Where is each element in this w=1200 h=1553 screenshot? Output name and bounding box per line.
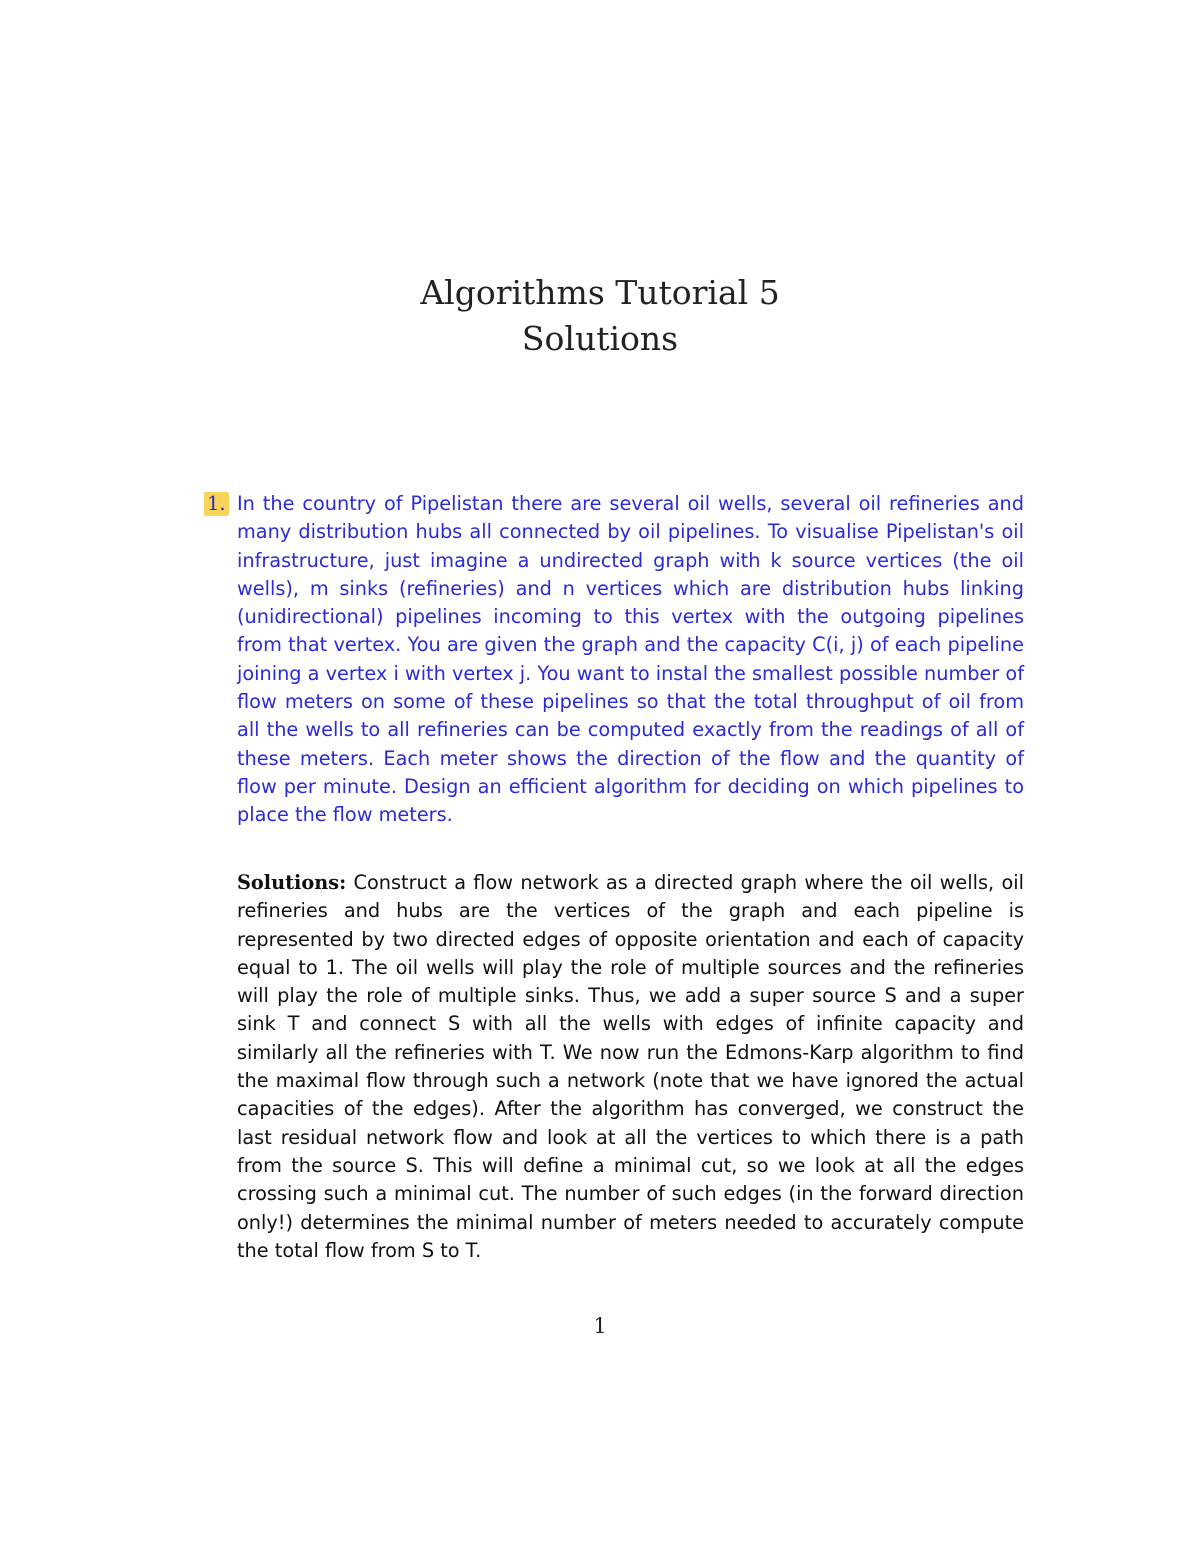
solution-text: Construct a flow network as a directed graph where the oil wells, oil refineries and hubs are the vertices of the graph and each pipeline is represented by two directed edges of opposite orientation and each of capacity equal to 1. The oil wells will play the role of multiple sources and the refineries will play the role of multiple sinks. Thus, we add a super source S and a super sink T and connect S with all the wells with edges of infinite capacity and similarly all the refineries with T. We now run the Edmons-Karp algorithm to find the maximal flow through such a network (note that we have ignored the actual capacities of the edges). After the algorithm has converged, we construct the last residual network flow and look at all the vertices to which there is a path from the source S. This will define a minimal cut, so we look at all the edges crossing such a minimal cut. The number of such edges (in the forward direction only!) determines the minimal number of meters needed to accurately compute the total flow from S to T. (237, 871, 1024, 1262)
page-number: 1 (593, 1314, 607, 1338)
solution-paragraph (237, 869, 1024, 1265)
title-line-2: Solutions (521, 319, 679, 358)
title-line-1: Algorithms Tutorial 5 (420, 273, 780, 312)
solution-label: Solutions: (237, 871, 347, 894)
document-title (0, 270, 1200, 362)
problem-statement: In the country of Pipelistan there are several oil wells, several oil refineries and many distribution hubs all connected by oil pipelines. To visualise Pipelistan's oil infrastructure, just imagine a undirected graph with k source vertices (the oil wells), m sinks (refineries) and n vertices which are distribution hubs linking (unidirectional) pipelines incoming to this vertex with the outgoing pipelines from that vertex. You are given the graph and the capacity C(i, j) of each pipeline joining a vertex i with vertex j. You want to instal the smallest possible number of flow meters on some of these pipelines so that the total throughput of oil from all the wells to all refineries can be computed exactly from the readings of all of these meters. Each meter shows the direction of the flow and the quantity of flow per minute. Design an efficient algorithm for deciding on which pipelines to place the flow meters. (237, 492, 1024, 827)
problem-number-highlight[interactable]: 1. (204, 492, 229, 516)
